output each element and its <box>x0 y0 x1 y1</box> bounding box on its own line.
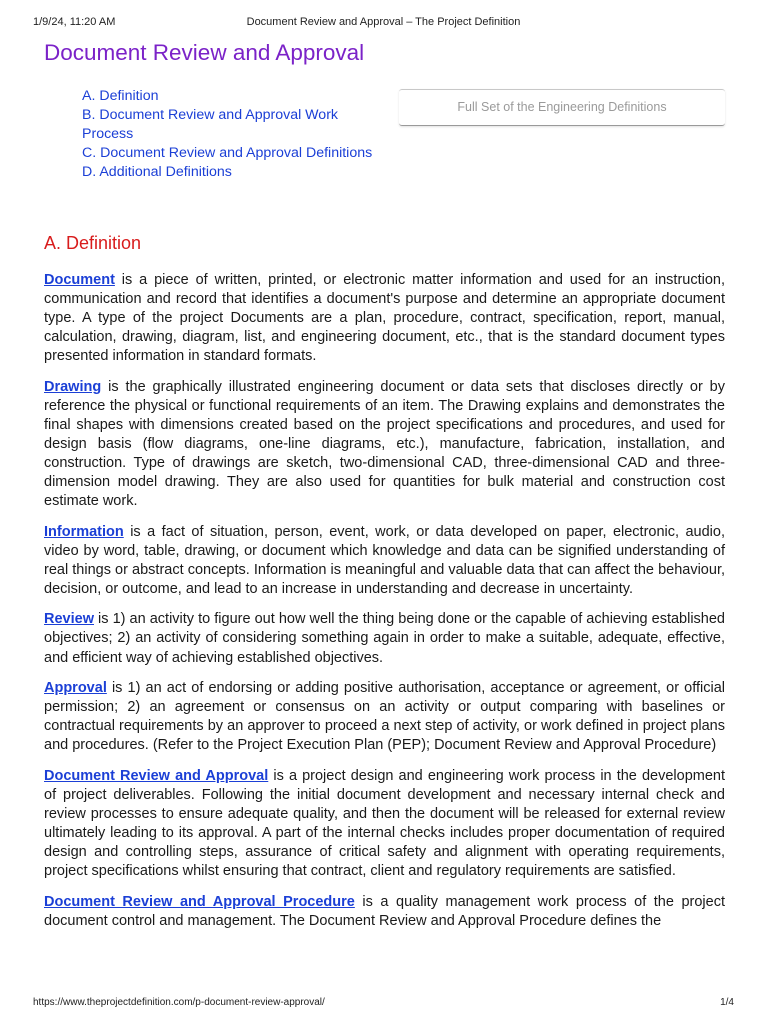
print-datetime: 1/9/24, 11:20 AM <box>33 16 116 28</box>
print-header <box>33 16 734 32</box>
definition-paragraph <box>44 893 725 931</box>
definition-text: is a quality management work process of the project document control and management. The Document Review and Approval Procedure defines the <box>44 893 725 929</box>
definition-paragraph <box>44 378 725 512</box>
toc-item-work-process <box>82 106 382 144</box>
term-link[interactable]: Information <box>44 523 124 540</box>
definition-text: is a project design and engineering work process in the development of project deliverables. Following the initial document development and necessary internal check and review processes to ensure adequate quality, and then the document will be released for external review ultimately leading to its approval. A part of the internal checks includes proper documentation of required design and controlling steps, assurance of critical safety and alignment with operating requirements, project specifications whilst ensuring that contract, client and regulatory requirements are satisfied. <box>44 767 725 880</box>
engineering-definitions-box <box>399 89 725 126</box>
toc-item-additional-definitions <box>82 163 382 182</box>
definition-paragraph <box>44 679 725 755</box>
toc-link-work-process[interactable]: B. Document Review and Approval Work Process <box>82 107 339 142</box>
definition-paragraph <box>44 271 725 366</box>
definition-text: is the graphically illustrated engineering document or data sets that discloses directly or by reference the physical or functional requirements of an item. The Drawing explains and demonstrates the final shapes with dimensions created based on the project specifications and procedures, and used for design basis (flow diagrams, one-line diagrams, etc.), manufacture, fabrication, installation, and construction. Type of drawings are sketch, two-dimensional CAD, three-dimensional CAD and three-dimension model drawing. They are also used for quantities for bulk material and construction cost estimate work. <box>44 378 725 510</box>
term-link[interactable]: Drawing <box>44 378 102 395</box>
table-of-contents <box>82 87 382 182</box>
definitions-content <box>44 271 725 942</box>
toc-item-review-definitions <box>82 144 382 163</box>
toc-link-additional-definitions[interactable]: D. Additional Definitions <box>82 164 232 180</box>
term-link[interactable]: Document <box>44 272 115 288</box>
definition-text: is a piece of written, printed, or electronic matter information and used for an instruction, communication and record that identifies a document's purpose and determine an appropriate document type. A type of the project Documents are a plan, procedure, contract, specification, report, manual, calculation, drawing, diagram, list, and engineering document, etc., that is the standard document types presented information in standard formats. <box>44 272 725 365</box>
term-link[interactable]: Document Review and Approval Procedure <box>44 893 355 910</box>
definition-text: is a fact of situation, person, event, work, or data developed on paper, electronic, audio, video by word, table, drawing, or document which knowledge and data can be signified understanding of real things or abstract concepts. Information is meaningful and valuable data that can affect the behaviour, decision, or outcome, and lead to an increase in understanding and decrease in uncertainty. <box>44 523 725 597</box>
page-number: 1/4 <box>720 997 734 1008</box>
page-title: Document Review and Approval <box>44 40 365 65</box>
definition-text: is 1) an activity to figure out how well the thing being done or the capable of achieving established objectives; 2) an activity of considering something again in order to make a suitable, adequate, effective, and efficient way of achieving established objectives. <box>44 611 725 666</box>
toc-item-definition <box>82 87 382 106</box>
print-footer <box>33 997 734 1011</box>
term-link[interactable]: Document Review and Approval <box>44 767 269 784</box>
section-heading: A. Definition <box>44 233 142 253</box>
engineering-definitions-link[interactable]: Full Set of the Engineering Definitions <box>457 100 667 114</box>
toc-link-review-definitions[interactable]: C. Document Review and Approval Definitions <box>82 145 373 161</box>
definition-paragraph <box>44 610 725 667</box>
toc-link-definition[interactable]: A. Definition <box>82 88 159 104</box>
page-url: https://www.theprojectdefinition.com/p-document-review-approval/ <box>33 997 325 1008</box>
definition-text: is 1) an act of endorsing or adding positive authorisation, acceptance or agreement, or official permission; 2) an agreement or consensus on an activity or output comparing with baselines or contractual requirements by an approver to proceed a next step of activity, or work defined in project plans and procedures. (Refer to the Project Execution Plan (PEP); Document Review and Approval Procedure) <box>44 679 725 754</box>
term-link[interactable]: Review <box>44 611 94 628</box>
term-link[interactable]: Approval <box>44 679 107 696</box>
definition-paragraph <box>44 523 725 599</box>
definition-paragraph <box>44 767 725 882</box>
print-document-title: Document Review and Approval – The Project Definition <box>246 16 521 28</box>
